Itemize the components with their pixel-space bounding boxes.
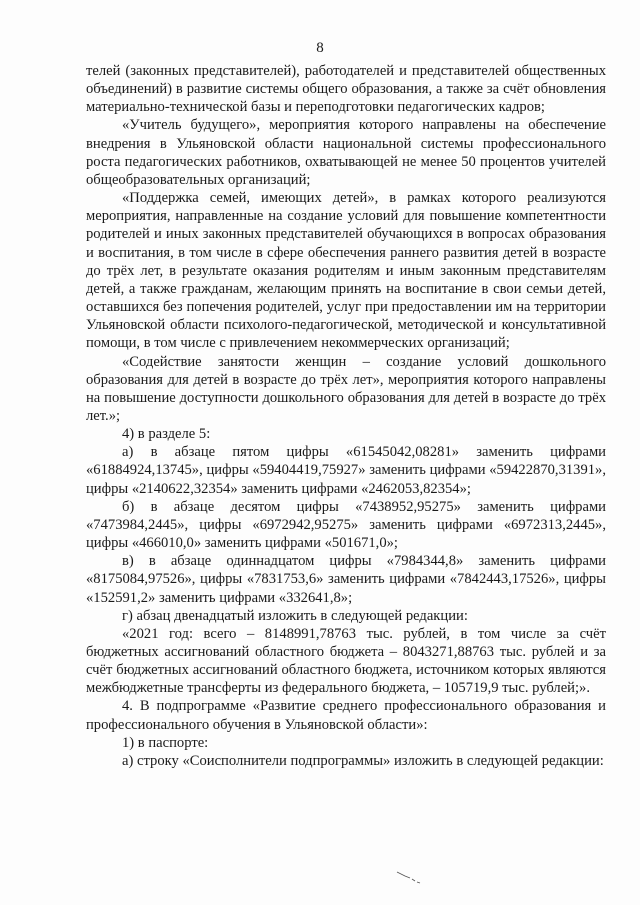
paragraph: а) строку «Соисполнители подпрограммы» изложить в следующей редакции:	[122, 752, 604, 769]
paragraph: 1) в паспорте:	[122, 734, 209, 751]
paragraph: «Учитель будущего», мероприятия которого направлены на обеспечение внедрения в Ульяновской области национальной системы профессионального роста педагогических работников, охватывающей не менее 50 процентов учителей общеобразовательных организаций;	[86, 117, 606, 188]
document-body	[86, 62, 606, 770]
paragraph: б) в абзаце десятом цифры «7438952,95275» заменить цифрами «7473984,2445», цифры «6972942,95275» заменить цифрами «6972313,2445», цифры «466010,0» заменить цифрами «501671,0»;	[86, 498, 606, 552]
paragraph: телей (законных представителей), работодателей и представителей общественных объединений) в развитие системы общего образования, а также за счёт обновления материально-технической базы и переподготовки педагогических кадров;	[86, 63, 606, 116]
page-number: 8	[316, 40, 324, 56]
paragraph: «Содействие занятости женщин – создание условий дошкольного образования для детей в возрасте до трёх лет», мероприятия которого направлены на повышение доступности дошкольного образования для детей в возрасте до трёх лет.»;	[86, 353, 606, 424]
paragraph: а) в абзаце пятом цифры «61545042,08281» заменить цифрами «61884924,13745», цифры «59404419,75927» заменить цифрами «59422870,31391», цифры «2140622,32354» заменить цифрами «2462053,82354»;	[86, 444, 606, 497]
paragraph: в) в абзаце одиннадцатом цифры «7984344,8» заменить цифрами «8175084,97526», цифры «7831753,6» заменить цифрами «7842443,17526», цифры «152591,2» заменить цифрами «332641,8»;	[86, 553, 606, 606]
paragraph: «Поддержка семей, имеющих детей», в рамках которого реализуются мероприятия, направленные на создание условий для повышение компетентности родителей и иных законных представителей обучающихся в вопросах образования и воспитания, в том числе в сфере обеспечения раннего развития детей в возрасте до трёх лет, в результате оказания родителям и иным законным представителям детей, а также гражданам, желающим принять на воспитание в свои семьи детей, оставшихся без попечения родителей, услуг при предоставлении им на территории Ульяновской области психолого-педагогической, методической и консультативной помощи, в том числе с привлечением некоммерческих организаций;	[86, 190, 606, 352]
paragraph: г) абзац двенадцатый изложить в следующей редакции:	[122, 607, 468, 624]
paragraph: «2021 год: всего – 8148991,78763 тыс. рублей, в том числе за счёт бюджетных ассигнований областного бюджета – 8043271,88763 тыс. рублей и за счёт бюджетных ассигнований областного бюджета, источником которых являются межбюджетные трансферты из федерального бюджета, – 105719,9 тыс. рублей;».	[86, 625, 606, 697]
pen-mark-icon	[396, 870, 422, 884]
paragraph: 4) в разделе 5:	[122, 426, 211, 443]
paragraph: 4. В подпрограмме «Развитие среднего профессионального образования и профессионального обучения в Ульяновской области»:	[86, 698, 606, 733]
